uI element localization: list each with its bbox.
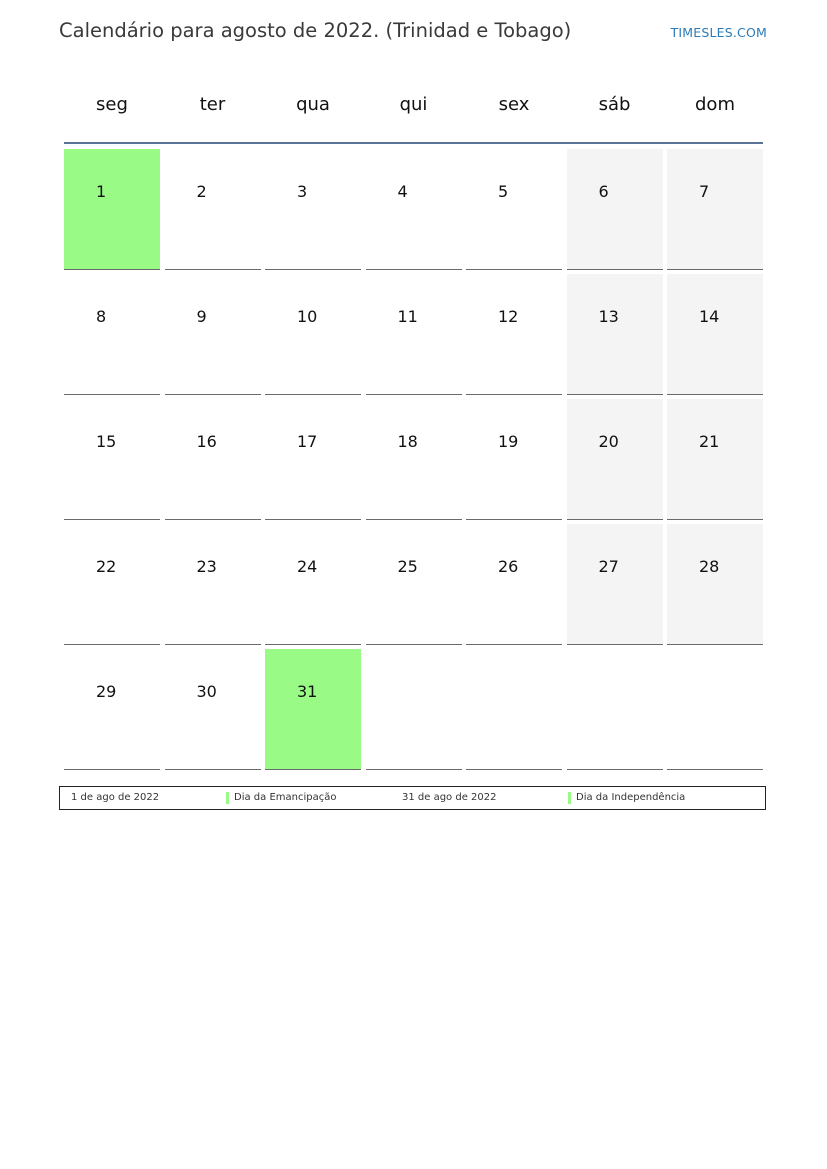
weekday-label: qui — [399, 93, 428, 115]
calendar-grid — [64, 64, 763, 770]
day-cell — [64, 524, 160, 645]
weekend-day-cell — [667, 399, 763, 520]
weekend-day-cell — [567, 149, 663, 270]
weekday-label: ter — [199, 93, 226, 115]
day-cell — [466, 274, 562, 395]
weekday-label: sex — [498, 93, 530, 115]
day-cell — [165, 524, 261, 645]
legend-holiday-name — [568, 792, 685, 803]
day-cell — [265, 274, 361, 395]
day-number: 13 — [598, 307, 619, 326]
day-number: 17 — [297, 432, 318, 451]
legend-holiday-name-text: Dia da Independência — [576, 792, 686, 803]
legend-color-swatch — [568, 792, 571, 804]
day-cell — [567, 649, 663, 770]
day-cell — [366, 524, 462, 645]
legend-holiday-date: 31 de ago de 2022 — [402, 792, 497, 803]
day-number: 24 — [297, 557, 318, 576]
legend-color-swatch — [226, 792, 229, 804]
weekend-day-cell — [667, 524, 763, 645]
day-number: 23 — [196, 557, 217, 576]
day-number: 4 — [397, 182, 408, 201]
weekend-day-cell — [567, 524, 663, 645]
day-cell — [64, 399, 160, 520]
day-number: 10 — [297, 307, 318, 326]
day-number: 27 — [598, 557, 619, 576]
day-cell — [265, 149, 361, 270]
day-cell — [64, 649, 160, 770]
day-number: 18 — [397, 432, 418, 451]
day-cell — [64, 274, 160, 395]
weekday-label: qua — [296, 93, 330, 115]
day-number: 14 — [699, 307, 720, 326]
weeks-grid — [64, 149, 763, 770]
day-number: 6 — [598, 182, 609, 201]
day-number: 3 — [297, 182, 308, 201]
day-number: 26 — [498, 557, 519, 576]
day-cell — [366, 274, 462, 395]
weekday-label: seg — [96, 93, 128, 115]
day-cell — [265, 399, 361, 520]
day-number: 25 — [397, 557, 418, 576]
legend-holiday-name-text: Dia da Emancipação — [234, 792, 337, 803]
day-cell — [366, 399, 462, 520]
day-cell — [165, 149, 261, 270]
day-number: 19 — [498, 432, 519, 451]
weekday-label: sáb — [598, 93, 631, 115]
day-cell — [165, 399, 261, 520]
day-cell — [366, 149, 462, 270]
day-number: 22 — [96, 557, 117, 576]
day-number: 30 — [196, 682, 217, 701]
day-number: 5 — [498, 182, 509, 201]
weekend-day-cell — [667, 149, 763, 270]
holiday-day-cell — [265, 649, 361, 770]
legend-holiday-name — [226, 792, 336, 803]
day-number: 21 — [699, 432, 720, 451]
legend-holiday-date: 1 de ago de 2022 — [71, 792, 160, 803]
day-number: 8 — [96, 307, 107, 326]
day-cell — [366, 649, 462, 770]
holiday-day-cell — [64, 149, 160, 270]
weekend-day-cell — [667, 274, 763, 395]
day-cell — [165, 274, 261, 395]
day-number: 2 — [196, 182, 207, 201]
day-number: 29 — [96, 682, 117, 701]
weekend-day-cell — [567, 274, 663, 395]
day-cell — [265, 524, 361, 645]
day-number: 20 — [598, 432, 619, 451]
day-number: 7 — [699, 182, 710, 201]
day-number: 12 — [498, 307, 519, 326]
day-number: 11 — [397, 307, 418, 326]
day-number: 16 — [196, 432, 217, 451]
day-number: 15 — [96, 432, 117, 451]
page-title: Calendário para agosto de 2022. (Trinidad e Tobago) — [59, 19, 572, 42]
day-number: 9 — [196, 307, 207, 326]
day-cell — [466, 149, 562, 270]
day-cell — [165, 649, 261, 770]
day-cell — [466, 524, 562, 645]
day-number: 31 — [297, 682, 318, 701]
weekday-header-row — [64, 64, 763, 144]
day-number: 28 — [699, 557, 720, 576]
weekend-day-cell — [567, 399, 663, 520]
day-cell — [667, 649, 763, 770]
day-cell — [466, 649, 562, 770]
day-cell — [466, 399, 562, 520]
weekday-label: dom — [695, 93, 735, 115]
holiday-legend — [59, 786, 766, 810]
day-number: 1 — [96, 182, 107, 201]
brand-link[interactable]: TIMESLES.COM — [670, 25, 767, 40]
